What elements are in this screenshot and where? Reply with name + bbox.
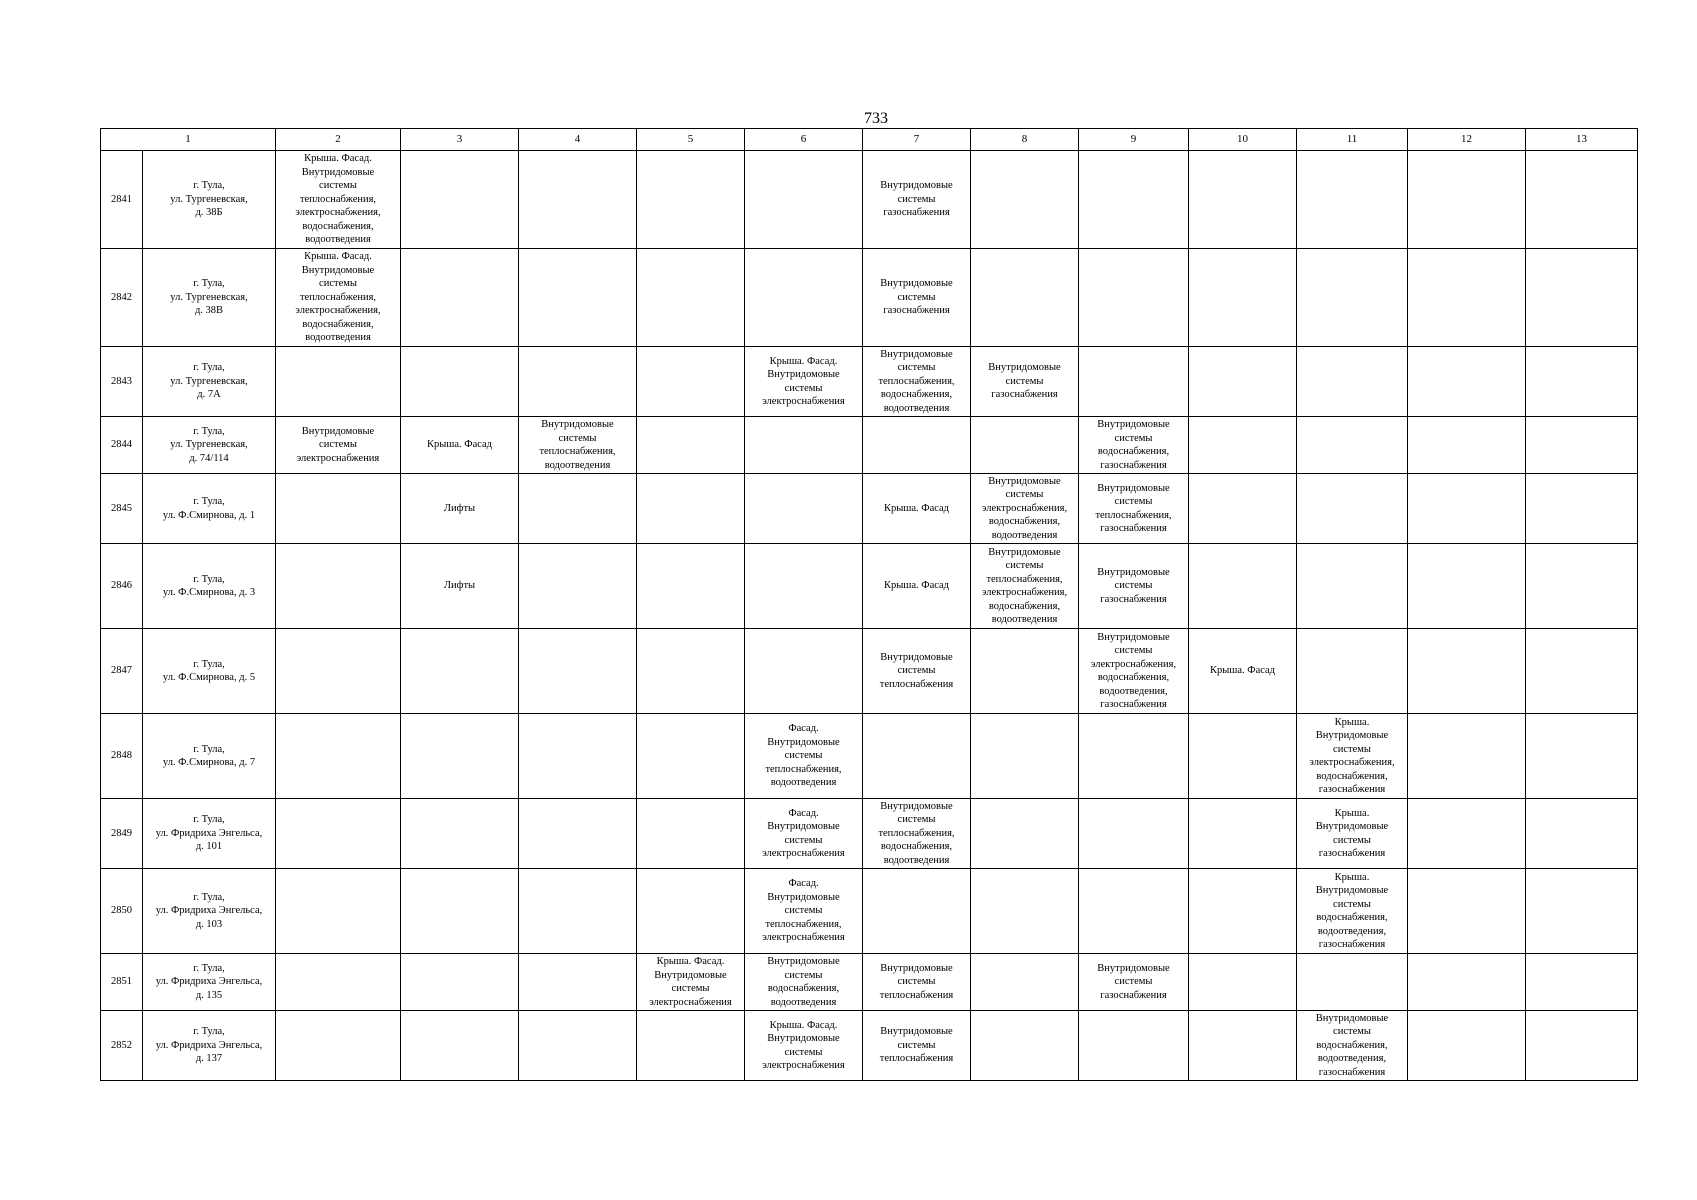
work-cell-col-5: [637, 954, 745, 1011]
work-cell-col-7: [863, 799, 971, 869]
address-text: г. Тула, ул. Фридриха Энгельса, д. 135: [155, 962, 263, 1001]
work-cell-col-13: [1526, 954, 1638, 1011]
row-number: 2850: [101, 869, 143, 954]
address-cell: [143, 151, 276, 249]
work-cell-col-10: [1189, 869, 1297, 954]
table-row: [101, 347, 1638, 417]
column-number-header: [101, 129, 1638, 151]
column-header-1: 1: [101, 129, 276, 151]
work-cell-col-4: [519, 544, 637, 629]
work-cell-col-10: [1189, 347, 1297, 417]
work-cell-col-8: [971, 474, 1079, 544]
address-cell: [143, 544, 276, 629]
work-cell-col-7: [863, 474, 971, 544]
work-cell-col-13: [1526, 714, 1638, 799]
address-text: г. Тула, ул. Тургеневская, д. 7А: [170, 362, 248, 401]
work-text: Внутридомовые системы газоснабжения: [880, 180, 953, 219]
work-cell-col-7: [863, 869, 971, 954]
work-cell-col-8: [971, 249, 1079, 347]
column-header-4: 4: [519, 129, 637, 151]
row-number: 2841: [101, 151, 143, 249]
work-cell-col-11: [1297, 544, 1408, 629]
work-text: Лифты: [443, 580, 476, 592]
work-cell-col-6: [745, 474, 863, 544]
work-cell-col-8: [971, 347, 1079, 417]
work-text: Внутридомовые системы теплоснабжения: [879, 1026, 954, 1065]
address-text: г. Тула, ул. Фридриха Энгельса, д. 103: [155, 891, 263, 930]
work-cell-col-4: [519, 417, 637, 474]
work-cell-col-4: [519, 474, 637, 544]
address-cell: [143, 474, 276, 544]
address-cell: [143, 629, 276, 714]
work-text: Крыша. Фасад: [883, 502, 950, 514]
work-cell-col-5: [637, 474, 745, 544]
work-text: Внутридомовые системы газоснабжения: [1097, 566, 1170, 605]
work-cell-col-3: [401, 417, 519, 474]
column-header-12: 12: [1408, 129, 1526, 151]
work-cell-col-9: [1079, 417, 1189, 474]
work-cell-col-10: [1189, 1011, 1297, 1081]
table-row: [101, 474, 1638, 544]
work-text: Фасад. Внутридомовые системы теплоснабжения, электроснабжения: [762, 878, 845, 944]
work-text: Фасад. Внутридомовые системы электроснабжения: [762, 807, 845, 859]
row-number: 2843: [101, 347, 143, 417]
row-number: 2848: [101, 714, 143, 799]
work-cell-col-2: [276, 1011, 401, 1081]
work-text: Крыша. Фасад. Внутридомовые системы электроснабжения: [649, 956, 732, 1008]
work-cell-col-12: [1408, 474, 1526, 544]
work-text: Внутридомовые системы теплоснабжения: [879, 651, 954, 690]
work-text: Внутридомовые системы водоснабжения, водоотведения, газоснабжения: [1315, 1012, 1389, 1078]
address-cell: [143, 869, 276, 954]
work-cell-col-7: [863, 249, 971, 347]
work-cell-col-2: [276, 629, 401, 714]
work-cell-col-12: [1408, 347, 1526, 417]
work-cell-col-6: [745, 1011, 863, 1081]
work-cell-col-11: [1297, 151, 1408, 249]
work-cell-col-8: [971, 417, 1079, 474]
work-cell-col-9: [1079, 714, 1189, 799]
work-cell-col-13: [1526, 799, 1638, 869]
work-cell-col-4: [519, 249, 637, 347]
work-cell-col-9: [1079, 1011, 1189, 1081]
work-cell-col-4: [519, 799, 637, 869]
work-cell-col-5: [637, 799, 745, 869]
work-cell-col-7: [863, 151, 971, 249]
address-text: г. Тула, ул. Ф.Смирнова, д. 7: [162, 743, 256, 768]
work-cell-col-10: [1189, 629, 1297, 714]
address-text: г. Тула, ул. Фридриха Энгельса, д. 137: [155, 1026, 263, 1065]
work-cell-col-6: [745, 714, 863, 799]
work-cell-col-3: [401, 544, 519, 629]
table-row: [101, 417, 1638, 474]
column-header-9: 9: [1079, 129, 1189, 151]
address-text: г. Тула, ул. Ф.Смирнова, д. 1: [162, 496, 256, 521]
work-cell-col-11: [1297, 474, 1408, 544]
work-cell-col-13: [1526, 629, 1638, 714]
work-text: Внутридомовые системы газоснабжения: [1097, 962, 1170, 1001]
work-cell-col-3: [401, 954, 519, 1011]
address-cell: [143, 799, 276, 869]
work-cell-col-6: [745, 417, 863, 474]
work-cell-col-13: [1526, 869, 1638, 954]
work-text: Крыша. Фасад. Внутридомовые системы теплоснабжения, электроснабжения, водоснабжения, водоотведения: [295, 153, 381, 246]
work-cell-col-12: [1408, 714, 1526, 799]
work-cell-col-4: [519, 714, 637, 799]
table-row: [101, 954, 1638, 1011]
work-cell-col-2: [276, 249, 401, 347]
column-header-3: 3: [401, 129, 519, 151]
table-row: [101, 151, 1638, 249]
work-cell-col-3: [401, 249, 519, 347]
work-cell-col-6: [745, 544, 863, 629]
work-cell-col-10: [1189, 954, 1297, 1011]
work-cell-col-5: [637, 417, 745, 474]
row-number: 2842: [101, 249, 143, 347]
work-cell-col-2: [276, 954, 401, 1011]
work-cell-col-13: [1526, 347, 1638, 417]
work-cell-col-7: [863, 714, 971, 799]
work-cell-col-9: [1079, 474, 1189, 544]
work-cell-col-11: [1297, 799, 1408, 869]
work-cell-col-9: [1079, 869, 1189, 954]
work-cell-col-13: [1526, 249, 1638, 347]
work-text: Крыша. Внутридомовые системы водоснабжения, водоотведения, газоснабжения: [1315, 871, 1389, 950]
work-cell-col-4: [519, 954, 637, 1011]
work-cell-col-8: [971, 544, 1079, 629]
work-cell-col-10: [1189, 714, 1297, 799]
work-text: Крыша. Фасад: [426, 439, 493, 451]
work-cell-col-12: [1408, 249, 1526, 347]
work-cell-col-2: [276, 347, 401, 417]
work-cell-col-8: [971, 629, 1079, 714]
work-cell-col-2: [276, 474, 401, 544]
work-cell-col-6: [745, 954, 863, 1011]
address-text: г. Тула, ул. Фридриха Энгельса, д. 101: [155, 814, 263, 853]
work-cell-col-3: [401, 714, 519, 799]
work-cell-col-11: [1297, 347, 1408, 417]
work-cell-col-12: [1408, 954, 1526, 1011]
table-row: [101, 1011, 1638, 1081]
address-text: г. Тула, ул. Тургеневская, д. 38Б: [170, 180, 248, 219]
work-cell-col-9: [1079, 799, 1189, 869]
address-cell: [143, 954, 276, 1011]
work-cell-col-2: [276, 869, 401, 954]
work-cell-col-8: [971, 799, 1079, 869]
work-cell-col-10: [1189, 474, 1297, 544]
work-cell-col-6: [745, 249, 863, 347]
work-cell-col-10: [1189, 249, 1297, 347]
work-cell-col-7: [863, 1011, 971, 1081]
work-cell-col-9: [1079, 629, 1189, 714]
column-header-5: 5: [637, 129, 745, 151]
work-cell-col-6: [745, 151, 863, 249]
work-text: Крыша. Фасад: [883, 580, 950, 592]
work-cell-col-5: [637, 629, 745, 714]
work-cell-col-8: [971, 954, 1079, 1011]
work-cell-col-8: [971, 1011, 1079, 1081]
work-cell-col-4: [519, 1011, 637, 1081]
work-cell-col-12: [1408, 151, 1526, 249]
work-text: Внутридомовые системы теплоснабжения, электроснабжения, водоснабжения, водоотведения: [981, 546, 1068, 625]
work-cell-col-12: [1408, 799, 1526, 869]
table-row: [101, 799, 1638, 869]
work-cell-col-5: [637, 544, 745, 629]
work-cell-col-10: [1189, 417, 1297, 474]
row-number: 2844: [101, 417, 143, 474]
work-cell-col-7: [863, 347, 971, 417]
row-number: 2846: [101, 544, 143, 629]
work-cell-col-10: [1189, 151, 1297, 249]
work-text: Крыша. Внутридомовые системы газоснабжения: [1315, 807, 1389, 859]
work-cell-col-2: [276, 799, 401, 869]
work-cell-col-12: [1408, 869, 1526, 954]
work-text: Внутридомовые системы теплоснабжения, водоснабжения, водоотведения: [878, 800, 955, 866]
work-cell-col-12: [1408, 629, 1526, 714]
row-number: 2847: [101, 629, 143, 714]
work-cell-col-3: [401, 869, 519, 954]
row-number: 2852: [101, 1011, 143, 1081]
work-cell-col-5: [637, 249, 745, 347]
work-cell-col-3: [401, 474, 519, 544]
work-cell-col-6: [745, 347, 863, 417]
work-cell-col-9: [1079, 544, 1189, 629]
work-cell-col-2: [276, 544, 401, 629]
work-text: Внутридомовые системы газоснабжения: [988, 362, 1061, 401]
row-number: 2851: [101, 954, 143, 1011]
work-cell-col-12: [1408, 544, 1526, 629]
work-cell-col-8: [971, 151, 1079, 249]
table-row: [101, 249, 1638, 347]
work-cell-col-5: [637, 151, 745, 249]
page-number: 733: [864, 110, 888, 127]
work-cell-col-7: [863, 417, 971, 474]
work-cell-col-13: [1526, 474, 1638, 544]
work-cell-col-5: [637, 1011, 745, 1081]
work-text: Внутридомовые системы электроснабжения, водоснабжения, водоотведения, газоснабжения: [1090, 631, 1177, 710]
work-cell-col-10: [1189, 799, 1297, 869]
column-header-7: 7: [863, 129, 971, 151]
work-cell-col-5: [637, 714, 745, 799]
work-cell-col-9: [1079, 249, 1189, 347]
work-cell-col-4: [519, 151, 637, 249]
work-cell-col-3: [401, 1011, 519, 1081]
address-cell: [143, 249, 276, 347]
work-cell-col-7: [863, 544, 971, 629]
work-cell-col-6: [745, 799, 863, 869]
work-cell-col-13: [1526, 1011, 1638, 1081]
table-row: [101, 629, 1638, 714]
address-text: г. Тула, ул. Тургеневская, д. 74/114: [170, 425, 248, 464]
work-text: Внутридомовые системы электроснабжения: [296, 425, 380, 464]
work-cell-col-13: [1526, 417, 1638, 474]
work-cell-col-4: [519, 869, 637, 954]
work-cell-col-11: [1297, 417, 1408, 474]
work-cell-col-7: [863, 954, 971, 1011]
work-text: Крыша. Внутридомовые системы электроснабжения, водоснабжения, газоснабжения: [1309, 716, 1395, 795]
work-cell-col-8: [971, 714, 1079, 799]
column-header-10: 10: [1189, 129, 1297, 151]
table-row: [101, 544, 1638, 629]
address-cell: [143, 417, 276, 474]
work-cell-col-9: [1079, 347, 1189, 417]
work-cell-col-6: [745, 869, 863, 954]
address-text: г. Тула, ул. Ф.Смирнова, д. 3: [162, 573, 256, 598]
column-header-6: 6: [745, 129, 863, 151]
row-number: 2849: [101, 799, 143, 869]
work-cell-col-12: [1408, 417, 1526, 474]
work-cell-col-5: [637, 347, 745, 417]
work-text: Внутридомовые системы теплоснабжения, водоотведения: [539, 419, 616, 471]
work-cell-col-3: [401, 629, 519, 714]
work-cell-col-2: [276, 151, 401, 249]
work-cell-col-2: [276, 714, 401, 799]
work-cell-col-2: [276, 417, 401, 474]
work-text: Крыша. Фасад. Внутридомовые системы электроснабжения: [762, 355, 845, 407]
work-text: Крыша. Фасад: [1209, 665, 1276, 677]
work-cell-col-5: [637, 869, 745, 954]
work-text: Крыша. Фасад. Внутридомовые системы теплоснабжения, электроснабжения, водоснабжения, водоотведения: [295, 251, 381, 344]
work-cell-col-3: [401, 799, 519, 869]
work-text: Внутридомовые системы газоснабжения: [880, 278, 953, 317]
row-number: 2845: [101, 474, 143, 544]
work-cell-col-11: [1297, 954, 1408, 1011]
column-header-2: 2: [276, 129, 401, 151]
work-text: Крыша. Фасад. Внутридомовые системы электроснабжения: [762, 1019, 845, 1071]
capital-repair-table: [100, 128, 1638, 1081]
work-cell-col-7: [863, 629, 971, 714]
work-cell-col-9: [1079, 151, 1189, 249]
work-text: Внутридомовые системы водоснабжения, газоснабжения: [1097, 419, 1170, 471]
column-header-8: 8: [971, 129, 1079, 151]
work-cell-col-6: [745, 629, 863, 714]
work-cell-col-4: [519, 347, 637, 417]
work-text: Внутридомовые системы теплоснабжения, газоснабжения: [1095, 482, 1172, 534]
column-header-11: 11: [1297, 129, 1408, 151]
address-text: г. Тула, ул. Тургеневская, д. 38В: [170, 278, 248, 317]
work-cell-col-11: [1297, 629, 1408, 714]
work-cell-col-13: [1526, 151, 1638, 249]
address-cell: [143, 347, 276, 417]
address-cell: [143, 1011, 276, 1081]
work-cell-col-8: [971, 869, 1079, 954]
address-cell: [143, 714, 276, 799]
work-text: Внутридомовые системы водоснабжения, водоотведения: [767, 956, 840, 1008]
work-cell-col-11: [1297, 249, 1408, 347]
work-text: Лифты: [443, 502, 476, 514]
work-text: Внутридомовые системы теплоснабжения: [879, 962, 954, 1001]
table-row: [101, 714, 1638, 799]
work-text: Внутридомовые системы теплоснабжения, водоснабжения, водоотведения: [878, 348, 955, 414]
work-text: Фасад. Внутридомовые системы теплоснабжения, водоотведения: [765, 723, 842, 789]
work-text: Внутридомовые системы электроснабжения, водоснабжения, водоотведения: [981, 475, 1068, 541]
work-cell-col-3: [401, 347, 519, 417]
work-cell-col-9: [1079, 954, 1189, 1011]
work-cell-col-11: [1297, 1011, 1408, 1081]
work-cell-col-11: [1297, 869, 1408, 954]
address-text: г. Тула, ул. Ф.Смирнова, д. 5: [162, 658, 256, 683]
work-cell-col-10: [1189, 544, 1297, 629]
work-cell-col-11: [1297, 714, 1408, 799]
column-header-13: 13: [1526, 129, 1638, 151]
table-row: [101, 869, 1638, 954]
work-cell-col-12: [1408, 1011, 1526, 1081]
work-cell-col-4: [519, 629, 637, 714]
work-cell-col-3: [401, 151, 519, 249]
work-cell-col-13: [1526, 544, 1638, 629]
